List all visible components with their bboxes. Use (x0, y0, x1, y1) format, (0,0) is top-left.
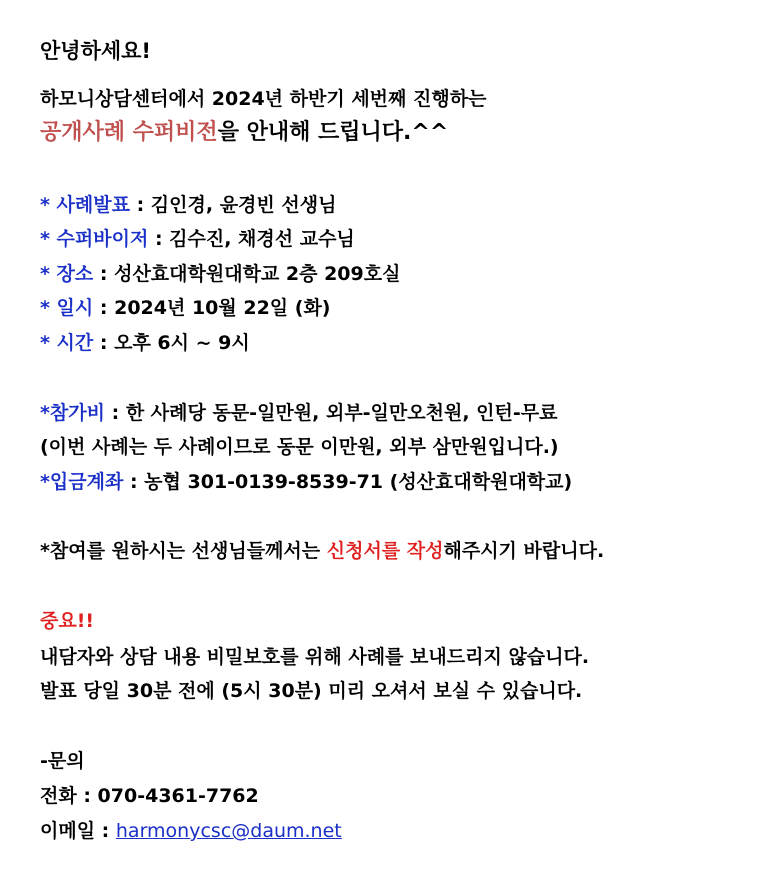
greeting: 안녕하세요! (40, 39, 152, 63)
email-label: 이메일 : (40, 820, 116, 842)
apply-after: 해주시기 바랍니다. (443, 540, 605, 562)
account-value: : 농협 301-0139-8539-71 (성산효대학원대학교) (123, 471, 573, 493)
fee-label: *참가비 (40, 402, 105, 424)
detail-label: * 일시 (40, 297, 94, 319)
detail-value: : 오후 6시 ~ 9시 (93, 332, 250, 354)
detail-place (40, 261, 400, 287)
detail-label: * 수퍼바이저 (40, 228, 149, 250)
important-line-2: 발표 당일 30분 전에 (5시 30분) 미리 오셔서 보실 수 있습니다. (40, 680, 583, 702)
detail-value: : 김수진, 채경선 교수님 (148, 228, 355, 250)
important-label: 중요!! (40, 610, 95, 632)
email-link[interactable]: harmonycsc@daum.net (115, 820, 342, 842)
detail-label: * 장소 (40, 263, 94, 285)
important-line-1: 내담자와 상담 내용 비밀보호를 위해 사례를 보내드리지 않습니다. (40, 646, 590, 668)
phone-label: 전화 : (40, 785, 98, 807)
fee-note: (이번 사례는 두 사례이므로 동문 이만원, 외부 삼만원입니다.) (40, 436, 559, 458)
supervision-highlight: 공개사례 수퍼비전 (40, 120, 218, 145)
intro-rest: 을 안내해 드립니다.^^ (217, 120, 449, 145)
detail-value: : 성산효대학원대학교 2층 209호실 (93, 263, 401, 285)
detail-value: : 김인경, 윤경빈 선생님 (129, 194, 337, 216)
detail-label: * 사례발표 (40, 194, 130, 216)
intro-line: 하모니상담센터에서 2024년 하반기 세번째 진행하는 (40, 88, 487, 110)
account-label: *입금계좌 (40, 471, 124, 493)
fee-line (40, 400, 557, 426)
contact-phone (40, 783, 259, 809)
contact-heading: -문의 (40, 750, 85, 772)
detail-presenters (40, 192, 336, 218)
apply-before: *참여를 원하시는 선생님들께서는 (40, 540, 327, 562)
detail-supervisors (40, 226, 355, 252)
apply-line (40, 538, 604, 564)
intro-line-2 (40, 120, 448, 146)
fee-value: : 한 사례당 동문-일만원, 외부-일만오천원, 인턴-무료 (105, 402, 558, 424)
detail-time (40, 330, 250, 356)
detail-label: * 시간 (40, 332, 94, 354)
detail-date (40, 295, 330, 321)
detail-value: : 2024년 10월 22일 (화) (93, 297, 331, 319)
contact-email (40, 818, 342, 844)
phone-number: 070-4361-7762 (97, 785, 259, 807)
account-line (40, 469, 572, 495)
apply-highlight: 신청서를 작성 (326, 540, 444, 562)
